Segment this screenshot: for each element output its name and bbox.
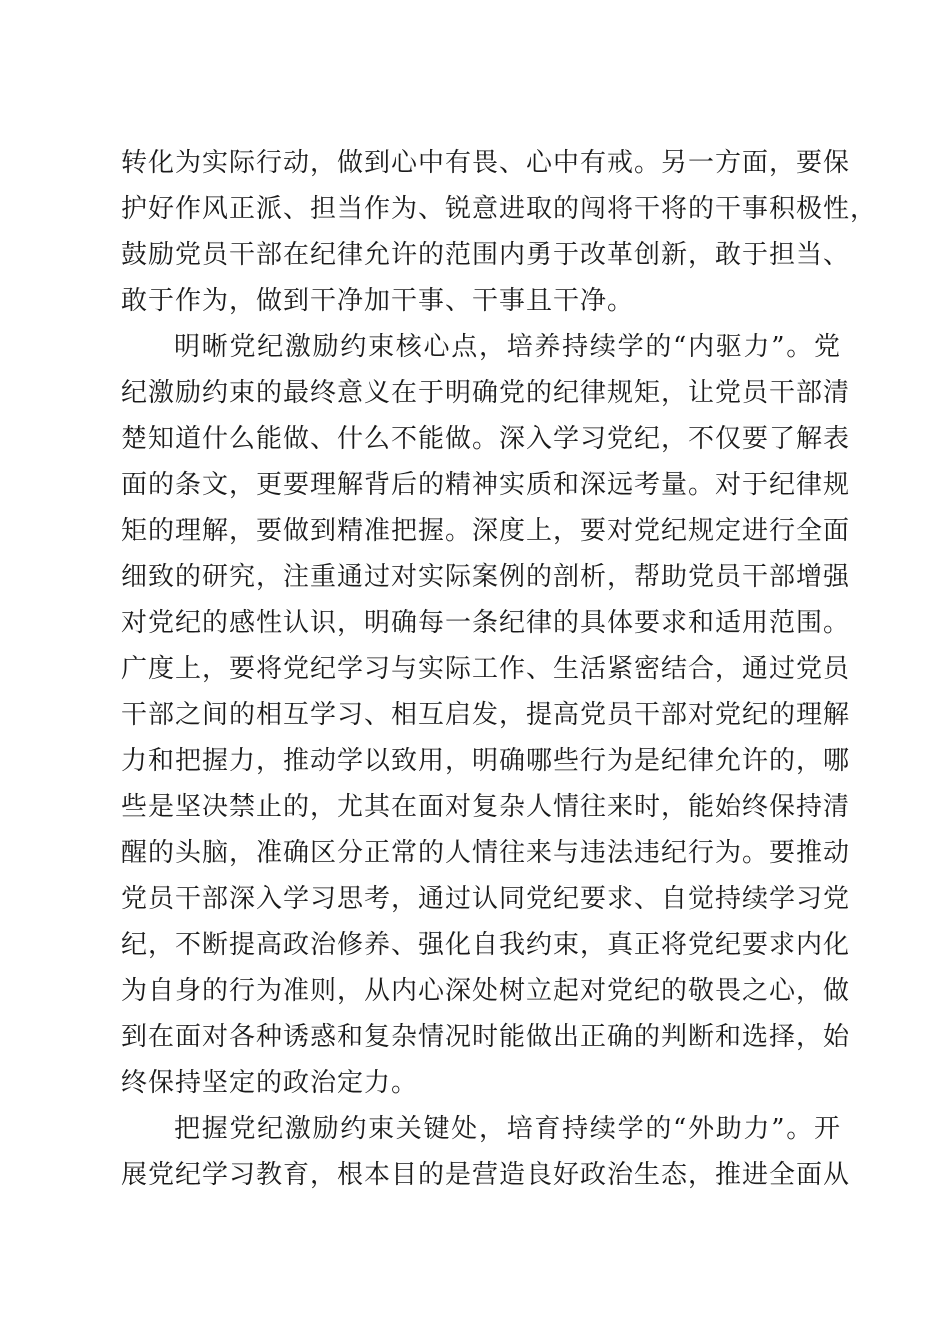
text-line: 矩的理解，要做到精准把握。深度上，要对党纪规定进行全面 [121,516,851,546]
text-line: 力和把握力，推动学以致用，明确哪些行为是纪律允许的，哪 [121,746,851,776]
text-line: 对党纪的感性认识，明确每一条纪律的具体要求和适用范围。 [121,608,851,638]
text-line: 党员干部深入学习思考，通过认同党纪要求、自觉持续学习党 [121,884,851,914]
text-line: 醒的头脑，准确区分正常的人情往来与违法违纪行为。要推动 [121,838,851,868]
text-line: 护好作风正派、担当作为、锐意进取的闯将干将的干事积极性， [121,194,878,224]
text-line: 明晰党纪激励约束核心点，培养持续学的“内驱力”。党 [174,332,841,362]
text-line: 转化为实际行动，做到心中有畏、心中有戒。另一方面，要保 [121,148,851,178]
text-line: 干部之间的相互学习、相互启发，提高党员干部对党纪的理解 [121,700,851,730]
text-line: 细致的研究，注重通过对实际案例的剖析，帮助党员干部增强 [121,562,851,592]
text-line: 展党纪学习教育，根本目的是营造良好政治生态，推进全面从 [121,1160,851,1190]
text-line: 面的条文，更要理解背后的精神实质和深远考量。对于纪律规 [121,470,851,500]
text-line: 到在面对各种诱惑和复杂情况时能做出正确的判断和选择，始 [121,1022,851,1052]
text-line: 广度上，要将党纪学习与实际工作、生活紧密结合，通过党员 [121,654,851,684]
text-line: 敢于作为，做到干净加干事、干事且干净。 [121,286,635,316]
text-line: 些是坚决禁止的，尤其在面对复杂人情往来时，能始终保持清 [121,792,851,822]
text-line: 终保持坚定的政治定力。 [121,1068,419,1098]
document-body [121,140,878,1198]
paragraph-1 [121,140,878,324]
paragraph-3 [121,1106,851,1198]
text-line: 鼓励党员干部在纪律允许的范围内勇于改革创新，敢于担当、 [121,240,851,270]
text-line: 把握党纪激励约束关键处，培育持续学的“外助力”。开 [174,1114,841,1144]
paragraph-2 [121,324,851,1106]
text-line: 楚知道什么能做、什么不能做。深入学习党纪，不仅要了解表 [121,424,851,454]
text-line: 纪，不断提高政治修养、强化自我约束，真正将党纪要求内化 [121,930,851,960]
text-line: 纪激励约束的最终意义在于明确党的纪律规矩，让党员干部清 [121,378,851,408]
text-line: 为自身的行为准则，从内心深处树立起对党纪的敬畏之心，做 [121,976,851,1006]
